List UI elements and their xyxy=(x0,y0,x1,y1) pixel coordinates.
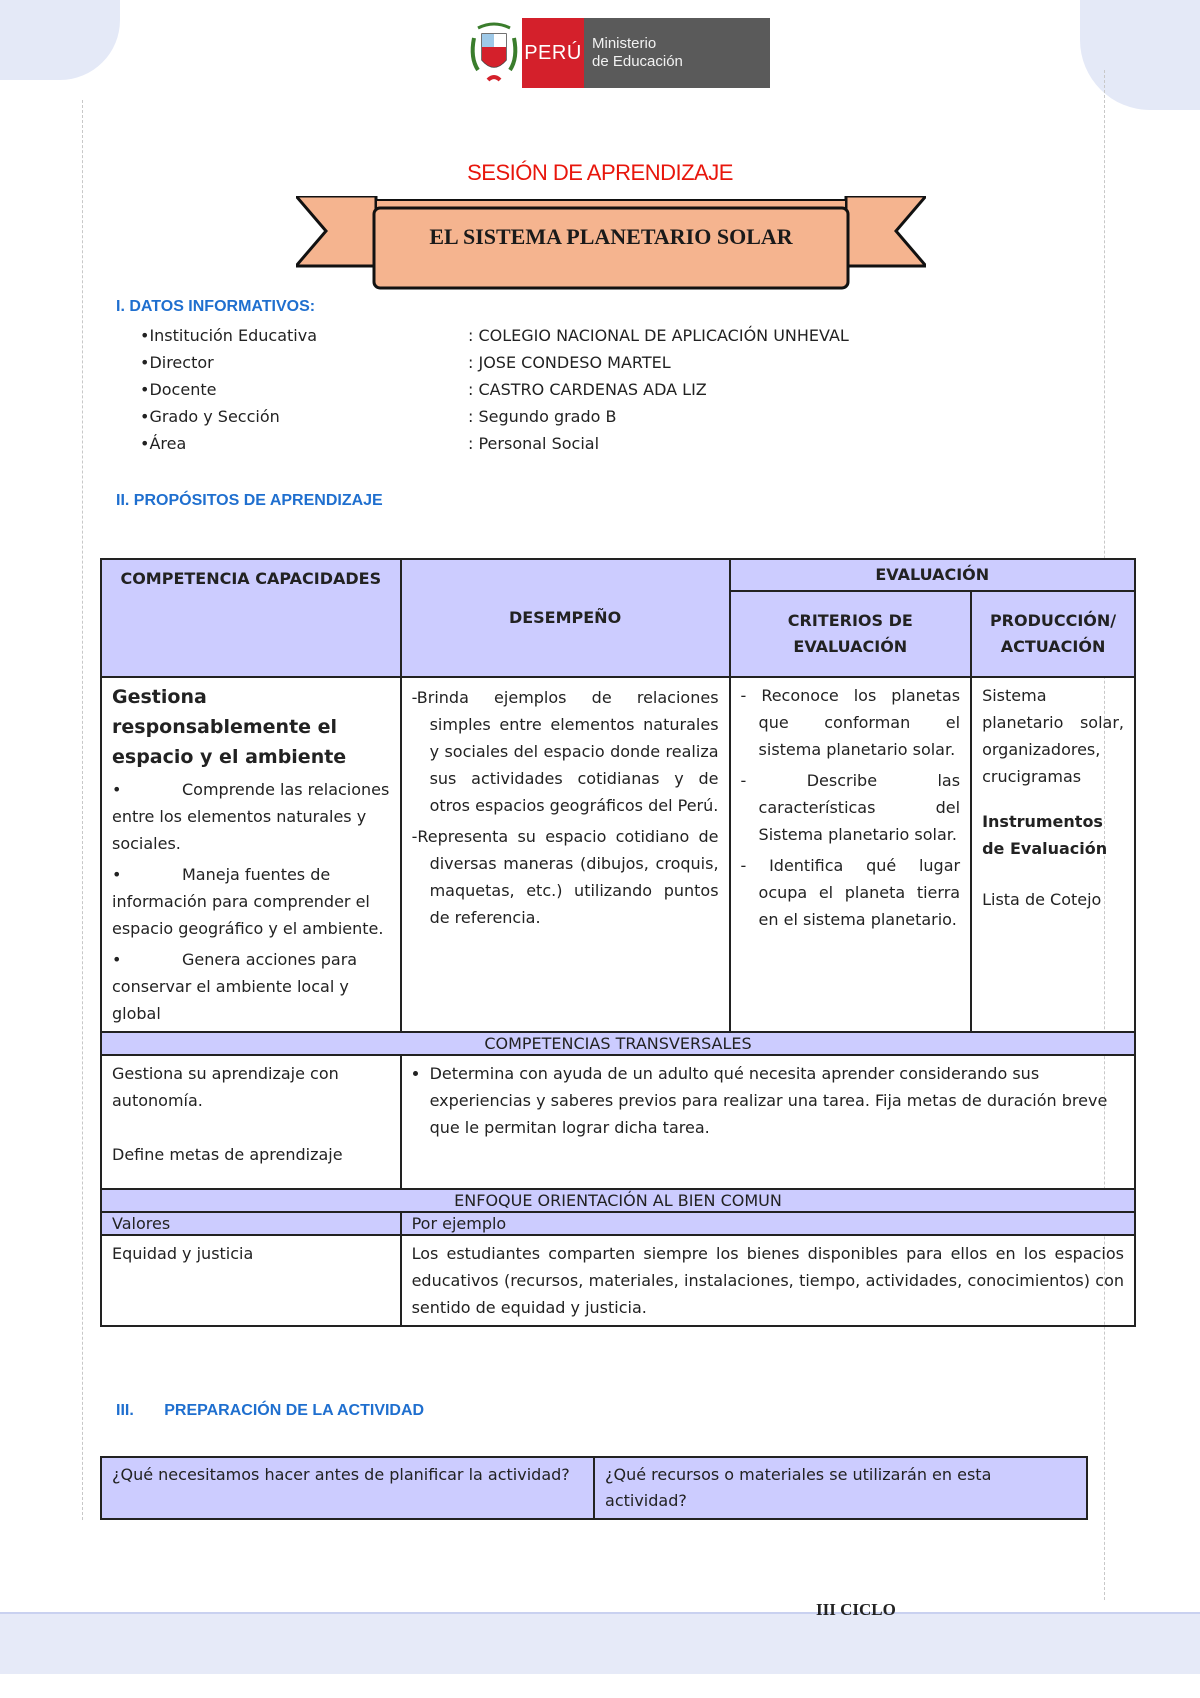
header-evaluacion: EVALUACIÓN xyxy=(730,559,1135,591)
decor-blob-top-right xyxy=(1080,0,1200,110)
criterios-cell xyxy=(730,677,972,1032)
info-row xyxy=(140,349,849,376)
info-value: : Personal Social xyxy=(468,434,600,453)
transversal-right-cell xyxy=(401,1055,1135,1189)
transversales-band: COMPETENCIAS TRANSVERSALES xyxy=(101,1032,1135,1055)
capacidad-text: Genera acciones para conservar el ambiente local y global xyxy=(112,950,358,1023)
criterio-item: - Reconoce los planetas que conforman el sistema planetario solar. xyxy=(740,686,961,759)
info-row xyxy=(140,322,849,349)
question-materials-cell: ¿Qué recursos o materiales se utilizarán en esta actividad? xyxy=(594,1457,1087,1519)
transversal-left-cell xyxy=(101,1055,401,1189)
valor-cell: Equidad y justicia xyxy=(101,1235,401,1326)
info-value: : JOSE CONDESO MARTEL xyxy=(468,353,671,372)
info-row xyxy=(140,430,849,457)
desempeno-item: -Representa su espacio cotidiano de diversas maneras (dibujos, croquis, maquetas, etc.) utilizando puntos de referencia. xyxy=(411,827,719,927)
footer-band xyxy=(0,1612,1200,1674)
criterio-text: Reconoce los planetas que conforman el sistema planetario solar. xyxy=(758,686,961,759)
criterio-item: - Describe las características del Sistema planetario solar. xyxy=(740,771,961,844)
desempeno-item: -Brinda ejemplos de relaciones simples entre elementos naturales y sociales del espacio donde realiza sus actividades cotidianas y de otros espacios geográficos del Perú. xyxy=(411,688,719,815)
section-3-title: PREPARACIÓN DE LA ACTIVIDAD xyxy=(164,1402,425,1419)
info-row xyxy=(140,376,849,403)
valores-header: Valores xyxy=(101,1212,401,1235)
session-title: SESIÓN DE APRENDIZAJE xyxy=(467,160,733,185)
logo-peru-box: PERÚ xyxy=(522,18,584,88)
banner-title: EL SISTEMA PLANETARIO SOLAR xyxy=(429,224,793,249)
band-row xyxy=(101,1189,1135,1212)
instrumentos-text: Lista de Cotejo xyxy=(982,890,1102,909)
table-row xyxy=(101,1235,1135,1326)
capacidad-item: • Maneja fuentes de información para comprender el espacio geográfico y el ambiente. xyxy=(112,865,384,938)
ciclo-label: III CICLO xyxy=(816,1600,896,1619)
transversal-left-2: Define metas de aprendizaje xyxy=(112,1145,343,1164)
table-row xyxy=(101,1457,1087,1519)
info-value: : COLEGIO NACIONAL DE APLICACIÓN UNHEVAL xyxy=(468,326,849,345)
info-row xyxy=(140,403,849,430)
desempeno-cell xyxy=(401,677,730,1032)
capacidad-item: • Genera acciones para conservar el ambiente local y global xyxy=(112,950,358,1023)
capacidad-text: Maneja fuentes de información para comprender el espacio geográfico y el ambiente. xyxy=(112,865,384,938)
ejemplo-header: Por ejemplo xyxy=(401,1212,1135,1235)
peru-coat-of-arms-icon xyxy=(466,18,522,88)
band-row xyxy=(101,1032,1135,1055)
info-label: • Institución Educativa xyxy=(140,322,468,349)
question-before-cell: ¿Qué necesitamos hacer antes de planificar la actividad? xyxy=(101,1457,594,1519)
propositos-table xyxy=(100,558,1136,1327)
criterio-item: - Identifica qué lugar ocupa el planeta tierra en el sistema planetario. xyxy=(740,856,961,929)
decor-blob-top-left xyxy=(0,0,120,80)
table-row xyxy=(101,1055,1135,1189)
produccion-text: Sistema planetario solar, organizadores, crucigramas xyxy=(982,686,1124,786)
capacidad-text: Comprende las relaciones entre los elementos naturales y sociales. xyxy=(112,780,390,853)
datos-informativos-list xyxy=(140,322,849,457)
logo-ministry-box xyxy=(584,18,770,88)
info-label: • Docente xyxy=(140,376,468,403)
info-label: • Grado y Sección xyxy=(140,403,468,430)
competencia-cell xyxy=(101,677,401,1032)
ejemplo-cell: Los estudiantes comparten siempre los bienes disponibles para ellos en los espacios educativos (recursos, materiales, instalaciones, tiempo, actividades, conocimientos) con sentido de equidad y justicia. xyxy=(401,1235,1135,1326)
info-label: • Área xyxy=(140,430,468,457)
header-competencia: COMPETENCIA CAPACIDADES xyxy=(101,559,401,677)
minedu-logo xyxy=(466,18,770,88)
transversal-left-1: Gestiona su aprendizaje con autonomía. xyxy=(112,1064,339,1110)
section-3-number: III. xyxy=(116,1402,134,1419)
table-row xyxy=(101,677,1135,1032)
enfoque-header-row xyxy=(101,1212,1135,1235)
transversal-item: • Determina con ayuda de un adulto qué necesita aprender considerando sus experiencias y saberes previos para realizar una tarea. Fija metas de duración breve que le permitan lograr dicha tarea. xyxy=(430,1060,1124,1141)
section-2-heading: II. PROPÓSITOS DE APRENDIZAJE xyxy=(116,492,383,509)
criterio-text: Identifica qué lugar ocupa el planeta tierra en el sistema planetario. xyxy=(758,856,961,929)
section-1-heading: I. DATOS INFORMATIVOS: xyxy=(116,298,316,315)
header-criterios: CRITERIOS DE EVALUACIÓN xyxy=(730,591,972,677)
criterio-text: Describe las características del Sistema planetario solar. xyxy=(758,771,961,844)
transversal-list xyxy=(412,1060,1124,1141)
produccion-cell xyxy=(971,677,1135,1032)
competencia-title: Gestiona responsablemente el espacio y el ambiente xyxy=(112,686,347,768)
table-header-row xyxy=(101,559,1135,591)
enfoque-band: ENFOQUE ORIENTACIÓN AL BIEN COMUN xyxy=(101,1189,1135,1212)
info-value: : CASTRO CARDENAS ADA LIZ xyxy=(468,380,707,399)
page-margin-line-left xyxy=(82,100,83,1520)
preparacion-table xyxy=(100,1456,1088,1520)
info-label: • Director xyxy=(140,349,468,376)
header-desempeno: DESEMPEÑO xyxy=(401,559,730,677)
instrumentos-title: Instrumentos de Evaluación xyxy=(982,812,1108,858)
logo-ministry-line2: de Educación xyxy=(592,53,683,70)
capacidad-item: • Comprende las relaciones entre los elementos naturales y sociales. xyxy=(112,780,390,853)
section-3-heading xyxy=(116,1402,424,1420)
header-produccion: PRODUCCIÓN/ ACTUACIÓN xyxy=(971,591,1135,677)
info-value: : Segundo grado B xyxy=(468,407,617,426)
logo-ministry-line1: Ministerio xyxy=(592,35,657,52)
